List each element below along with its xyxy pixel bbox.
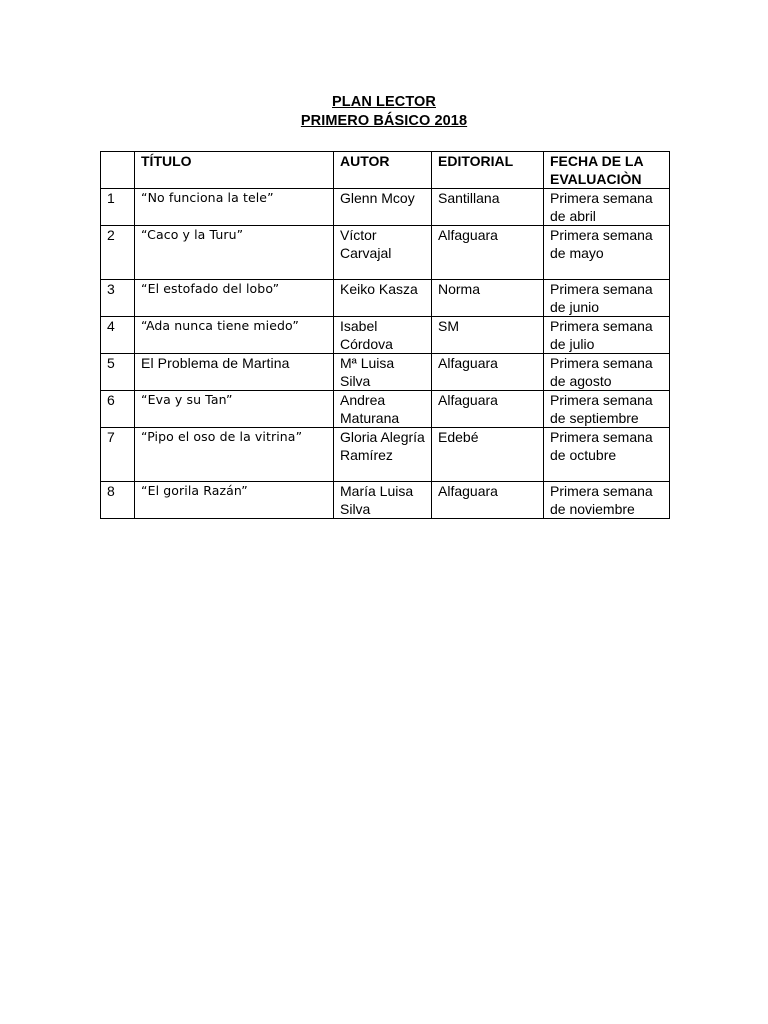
table-row	[101, 391, 670, 428]
book-author: Gloria Alegría Ramírez	[334, 428, 432, 482]
document-title: PLAN LECTOR	[332, 94, 436, 110]
reading-plan-table	[100, 151, 670, 519]
evaluation-date: Primera semana de mayo	[544, 226, 670, 280]
evaluation-date: Primera semana de abril	[544, 189, 670, 226]
evaluation-date: Primera semana de septiembre	[544, 391, 670, 428]
document-subtitle: PRIMERO BÁSICO 2018	[300, 113, 468, 129]
row-number: 7	[101, 428, 135, 482]
header-autor: AUTOR	[334, 152, 432, 189]
row-number: 6	[101, 391, 135, 428]
book-title: “Eva y su Tan”	[135, 391, 334, 428]
book-title: “Ada nunca tiene miedo”	[135, 317, 334, 354]
book-author: María Luisa Silva	[334, 482, 432, 519]
book-title: “El estofado del lobo”	[135, 280, 334, 317]
header-fecha: FECHA DE LA EVALUACIÒN	[544, 152, 670, 189]
book-author: Andrea Maturana	[334, 391, 432, 428]
book-author: Mª Luisa Silva	[334, 354, 432, 391]
book-publisher: SM	[432, 317, 544, 354]
evaluation-date: Primera semana de noviembre	[544, 482, 670, 519]
book-author: Keiko Kasza	[334, 280, 432, 317]
table-row	[101, 317, 670, 354]
book-title: “El gorila Razán”	[135, 482, 334, 519]
book-title: “Caco y la Turu”	[135, 226, 334, 280]
table-row	[101, 354, 670, 391]
book-publisher: Alfaguara	[432, 482, 544, 519]
book-publisher: Alfaguara	[432, 391, 544, 428]
row-number: 4	[101, 317, 135, 354]
book-author: Glenn Mcoy	[334, 189, 432, 226]
table-row	[101, 189, 670, 226]
book-author: Isabel Córdova	[334, 317, 432, 354]
evaluation-date: Primera semana de octubre	[544, 428, 670, 482]
header-number	[101, 152, 135, 189]
evaluation-date: Primera semana de julio	[544, 317, 670, 354]
table-header-row	[101, 152, 670, 189]
book-publisher: Alfaguara	[432, 354, 544, 391]
row-number: 1	[101, 189, 135, 226]
book-author: Víctor Carvajal	[334, 226, 432, 280]
header-editorial: EDITORIAL	[432, 152, 544, 189]
evaluation-date: Primera semana de agosto	[544, 354, 670, 391]
row-number: 5	[101, 354, 135, 391]
evaluation-date: Primera semana de junio	[544, 280, 670, 317]
table-row	[101, 280, 670, 317]
book-publisher: Norma	[432, 280, 544, 317]
book-publisher: Edebé	[432, 428, 544, 482]
book-publisher: Santillana	[432, 189, 544, 226]
table-row	[101, 482, 670, 519]
row-number: 3	[101, 280, 135, 317]
row-number: 8	[101, 482, 135, 519]
book-title: “No funciona la tele”	[135, 189, 334, 226]
row-number: 2	[101, 226, 135, 280]
table-row	[101, 226, 670, 280]
book-publisher: Alfaguara	[432, 226, 544, 280]
header-titulo: TÍTULO	[135, 152, 334, 189]
book-title: “Pipo el oso de la vitrina”	[135, 428, 334, 482]
table-row	[101, 428, 670, 482]
book-title: El Problema de Martina	[135, 354, 334, 391]
